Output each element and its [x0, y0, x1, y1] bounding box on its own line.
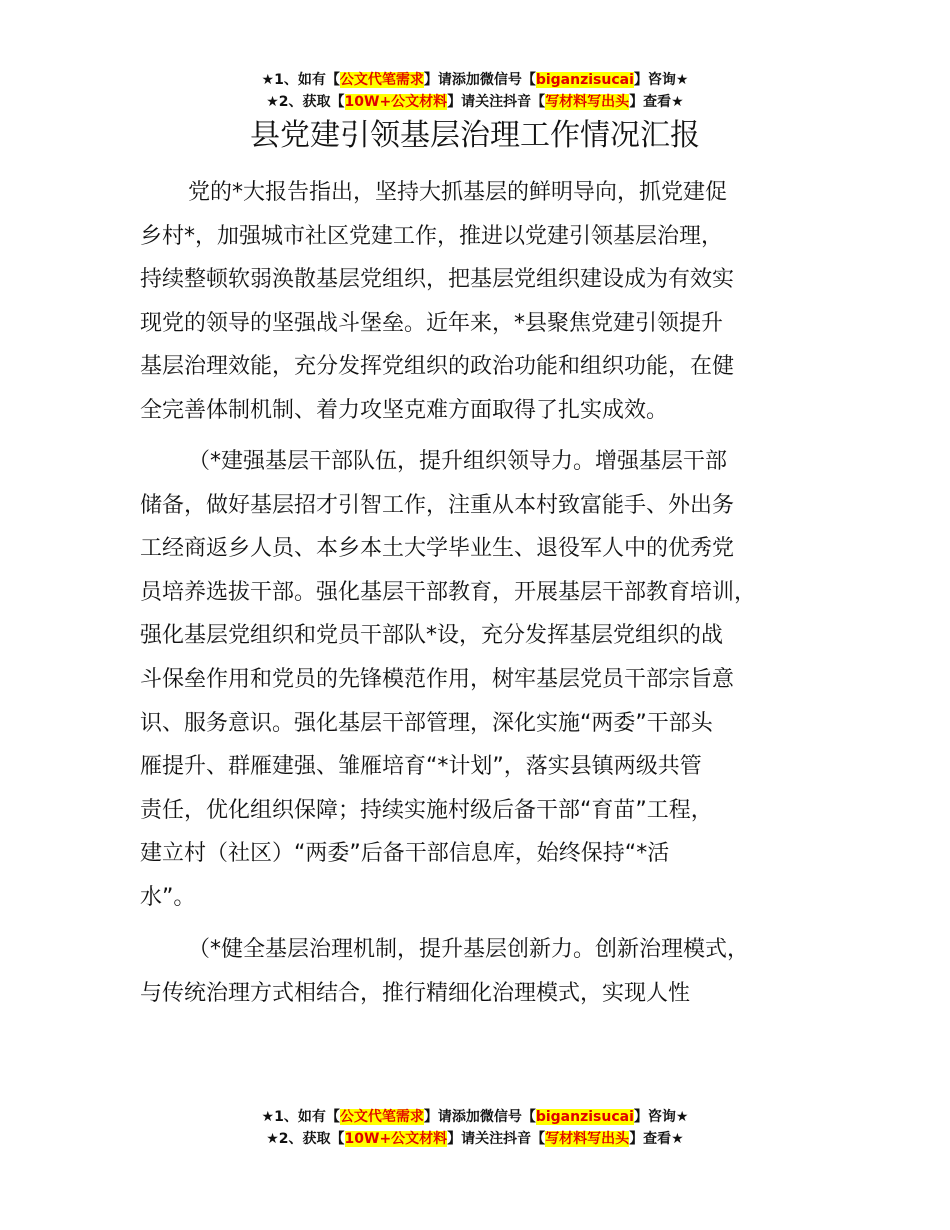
paragraph-line: 强化基层党组织和党员干部队*设，充分发挥基层党组织的战 [140, 623, 724, 649]
document-title: 县党建引领基层治理工作情况汇报 [250, 118, 700, 153]
banner-text: ★2、获取【 [266, 94, 345, 110]
paragraph-cadre-team [140, 440, 830, 920]
banner-text: 】咨询★ [633, 72, 689, 88]
paragraph-line: 雁提升、群雁建强、雏雁培育“*计划”，落实县镇两级共管 [140, 754, 702, 780]
banner-text: 】查看★ [629, 94, 684, 110]
banner-text: 】查看★ [629, 1131, 684, 1147]
highlight-wechat-id: biganzisucai [535, 72, 634, 88]
paragraph-line: 斗保垒作用和党员的先锋模范作用，树牢基层党员干部宗旨意 [140, 666, 735, 692]
highlight-wechat-id: biganzisucai [535, 1109, 634, 1125]
banner-text: 】请关注抖音【 [447, 1131, 546, 1147]
banner-text: ★1、如有【 [261, 1109, 340, 1125]
header-banner [0, 69, 950, 113]
footer-banner [0, 1106, 950, 1150]
highlight-materials: 10W+公文材料 [344, 1131, 448, 1147]
banner-text: ★1、如有【 [261, 72, 340, 88]
highlight-service: 公文代笔需求 [339, 1109, 424, 1125]
footer-banner-line-2 [0, 1128, 950, 1150]
highlight-douyin: 写材料写出头 [545, 94, 630, 110]
paragraph-line: 储备，做好基层招才引智工作，注重从本村致富能手、外出务 [140, 492, 735, 518]
paragraph-line: 员培养选拔干部。强化基层干部教育，开展基层干部教育培训， [140, 579, 757, 605]
paragraph-governance-mechanism [140, 928, 830, 1015]
paragraph-line: 乡村*，加强城市社区党建工作，推进以党建引领基层治理， [140, 223, 724, 249]
paragraph-line: 工经商返乡人员、本乡本土大学毕业生、退役军人中的优秀党 [140, 536, 735, 562]
footer-banner-line-1 [0, 1106, 950, 1128]
paragraph-line: 与传统治理方式相结合，推行精细化治理模式，实现人性 [140, 980, 691, 1006]
banner-text: 】咨询★ [633, 1109, 689, 1125]
paragraph-line: 全完善体制机制、着力攻坚克难方面取得了扎实成效。 [140, 397, 669, 423]
banner-text: 】请关注抖音【 [447, 94, 546, 110]
paragraph-intro [140, 171, 830, 433]
paragraph-line: 水”。 [140, 884, 196, 910]
header-banner-line-2 [0, 91, 950, 113]
paragraph-line: 基层治理效能，充分发挥党组织的政治功能和组织功能，在健 [140, 354, 735, 380]
paragraph-line: 持续整顿软弱涣散基层党组织，把基层党组织建设成为有效实 [140, 267, 735, 293]
highlight-service: 公文代笔需求 [339, 72, 424, 88]
banner-text: 】请添加微信号【 [423, 1109, 536, 1125]
paragraph-line: 现党的领导的坚强战斗堡垒。近年来，*县聚焦党建引领提升 [140, 310, 724, 336]
paragraph-line: （*建强基层干部队伍，提升组织领导力。增强基层干部 [188, 449, 728, 474]
paragraph-line: 责任，优化组织保障；持续实施村级后备干部“育苗”工程， [140, 797, 713, 823]
banner-text: 】请添加微信号【 [423, 72, 536, 88]
header-banner-line-1 [0, 69, 950, 91]
paragraph-line: 党的*大报告指出，坚持大抓基层的鲜明导向，抓党建促 [188, 180, 728, 205]
paragraph-line: （*健全基层治理机制，提升基层创新力。创新治理模式， [188, 937, 750, 962]
paragraph-line: 建立村（社区）“两委”后备干部信息库，始终保持“*活 [140, 841, 670, 867]
paragraph-line: 识、服务意识。强化基层干部管理，深化实施“两委”干部头 [140, 710, 713, 736]
highlight-materials: 10W+公文材料 [344, 94, 448, 110]
highlight-douyin: 写材料写出头 [545, 1131, 630, 1147]
banner-text: ★2、获取【 [266, 1131, 345, 1147]
